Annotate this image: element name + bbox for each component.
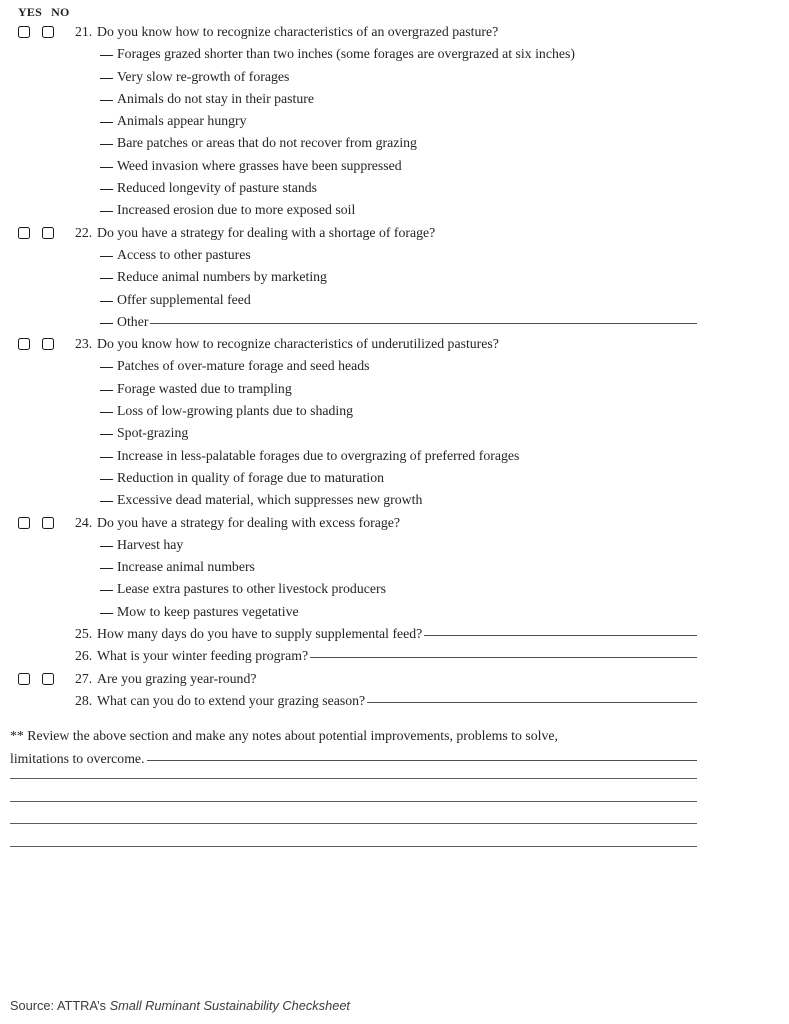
- sub-item: [10, 199, 697, 221]
- sub-item-blank-mark[interactable]: [100, 322, 113, 324]
- no-checkbox[interactable]: [42, 338, 54, 350]
- sub-item: [10, 578, 697, 600]
- source-prefix: Source: ATTRA’s: [10, 998, 110, 1013]
- source-line: [10, 998, 350, 1013]
- sub-item-blank-mark[interactable]: [100, 366, 113, 368]
- question-checkbox-gutter: [10, 26, 75, 38]
- sub-item: [10, 422, 697, 444]
- sub-item-text: Excessive dead material, which suppresses new growth: [117, 492, 423, 508]
- sub-item-text: Increase in less-palatable forages due to overgrazing of preferred forages: [117, 447, 520, 463]
- question-row-24: [10, 512, 697, 534]
- sub-item: [10, 311, 697, 333]
- sub-item-text: Lease extra pastures to other livestock producers: [117, 581, 386, 597]
- sub-item-blank-mark[interactable]: [100, 143, 113, 145]
- sub-item: [10, 266, 697, 288]
- question-text: Do you know how to recognize characteristics of an overgrazed pasture?: [97, 24, 499, 39]
- sub-item-blank-mark[interactable]: [100, 99, 113, 101]
- question-number: 27.: [75, 670, 93, 686]
- yesno-column-header: [10, 5, 697, 21]
- write-in-line[interactable]: [424, 634, 697, 636]
- review-write-in-line[interactable]: [147, 759, 698, 761]
- notes-line[interactable]: [10, 779, 697, 802]
- sub-item-text: Reduction in quality of forage due to maturation: [117, 469, 385, 485]
- sub-item-blank-mark[interactable]: [100, 545, 113, 547]
- sub-item: [10, 244, 697, 266]
- no-column-label: NO: [51, 5, 70, 19]
- sub-item-blank-mark[interactable]: [100, 121, 113, 123]
- question-text: What is your winter feeding program?: [97, 648, 309, 664]
- sub-item: [10, 445, 697, 467]
- sub-item-blank-mark[interactable]: [100, 500, 113, 502]
- question-number: 23.: [75, 336, 93, 352]
- sub-item-text: Animals appear hungry: [117, 113, 247, 129]
- question-row-26: [10, 645, 697, 667]
- question-text: What can you do to extend your grazing season?: [97, 692, 366, 708]
- question-list: [10, 21, 697, 712]
- sub-item-blank-mark[interactable]: [100, 210, 113, 212]
- review-note-line1: ** Review the above section and make any notes about potential improvements, problems to solve,: [10, 728, 558, 744]
- sub-item: [10, 489, 697, 511]
- question-row-22: [10, 222, 697, 244]
- yes-checkbox[interactable]: [18, 517, 30, 529]
- sub-item-blank-mark[interactable]: [100, 478, 113, 480]
- question-row-21: [10, 21, 697, 43]
- sub-item-text: Increased erosion due to more exposed soil: [117, 202, 356, 218]
- question-checkbox-gutter: [10, 650, 75, 662]
- sub-item-blank-mark[interactable]: [100, 166, 113, 168]
- question-checkbox-gutter: [10, 695, 75, 707]
- question-number: 22.: [75, 224, 93, 240]
- question-row-25: [10, 623, 697, 645]
- sub-item: [10, 355, 697, 377]
- sub-item-text: Weed invasion where grasses have been suppressed: [117, 157, 402, 173]
- question-text: How many days do you have to supply supplemental feed?: [97, 626, 423, 642]
- sub-item-blank-mark[interactable]: [100, 255, 113, 257]
- write-in-line[interactable]: [310, 656, 697, 658]
- notes-line[interactable]: [10, 802, 697, 825]
- sub-item-text: Patches of over-mature forage and seed heads: [117, 358, 370, 374]
- sub-item: [10, 534, 697, 556]
- yes-checkbox[interactable]: [18, 26, 30, 38]
- sub-item-blank-mark[interactable]: [100, 300, 113, 302]
- sub-item-text: Offer supplemental feed: [117, 291, 251, 307]
- sub-item-blank-mark[interactable]: [100, 389, 113, 391]
- sub-item: [10, 400, 697, 422]
- question-row-28: [10, 690, 697, 712]
- sub-item: [10, 88, 697, 110]
- question-text: Do you have a strategy for dealing with excess forage?: [97, 514, 401, 530]
- sub-item-blank-mark[interactable]: [100, 612, 113, 614]
- review-note-line2-label: limitations to overcome.: [10, 750, 145, 766]
- sub-item: [10, 467, 697, 489]
- sub-item: [10, 378, 697, 400]
- sub-item: [10, 155, 697, 177]
- write-in-line[interactable]: [367, 701, 697, 703]
- sub-item-blank-mark[interactable]: [100, 456, 113, 458]
- sub-item-text: Spot-grazing: [117, 425, 189, 441]
- sub-item: [10, 289, 697, 311]
- no-checkbox[interactable]: [42, 227, 54, 239]
- question-checkbox-gutter: [10, 517, 75, 529]
- question-number: 21.: [75, 24, 93, 39]
- sub-item-text: Other: [117, 313, 149, 329]
- sub-item: [10, 110, 697, 132]
- sub-item: [10, 177, 697, 199]
- write-in-line[interactable]: [150, 322, 697, 324]
- notes-line[interactable]: [10, 824, 697, 847]
- notes-blank-lines: [10, 770, 697, 847]
- question-number: 25.: [75, 626, 93, 642]
- sub-item-text: Animals do not stay in their pasture: [117, 90, 314, 106]
- review-note-section: [10, 725, 697, 847]
- question-row-27: [10, 668, 697, 690]
- sub-item-text: Bare patches or areas that do not recover from grazing: [117, 135, 417, 151]
- no-checkbox[interactable]: [42, 673, 54, 685]
- yes-column-label: YES: [18, 5, 42, 19]
- no-checkbox[interactable]: [42, 517, 54, 529]
- sub-item-text: Forages grazed shorter than two inches (some forages are overgrazed at six inches): [117, 46, 575, 62]
- question-text: Are you grazing year-round?: [97, 670, 257, 686]
- source-title: Small Ruminant Sustainability Checksheet: [109, 998, 350, 1013]
- sub-item-blank-mark[interactable]: [100, 589, 113, 591]
- question-checkbox-gutter: [10, 673, 75, 685]
- question-number: 26.: [75, 648, 93, 664]
- sub-item-blank-mark[interactable]: [100, 188, 113, 190]
- sub-item: [10, 601, 697, 623]
- no-checkbox[interactable]: [42, 26, 54, 38]
- sub-item-text: Reduce animal numbers by marketing: [117, 269, 327, 285]
- yes-checkbox[interactable]: [18, 227, 30, 239]
- sub-item: [10, 66, 697, 88]
- sub-item-text: Access to other pastures: [117, 246, 251, 262]
- question-number: 24.: [75, 514, 93, 530]
- sub-item-blank-mark[interactable]: [100, 433, 113, 435]
- notes-line[interactable]: [10, 770, 697, 779]
- sub-item-text: Mow to keep pastures vegetative: [117, 603, 299, 619]
- question-text: Do you know how to recognize characteristics of underutilized pastures?: [97, 336, 499, 352]
- sub-item-blank-mark[interactable]: [100, 77, 113, 79]
- sub-item-text: Increase animal numbers: [117, 559, 255, 575]
- yes-checkbox[interactable]: [18, 673, 30, 685]
- question-checkbox-gutter: [10, 628, 75, 640]
- sub-item-text: Very slow re-growth of forages: [117, 68, 290, 84]
- yes-checkbox[interactable]: [18, 338, 30, 350]
- sub-item: [10, 43, 697, 65]
- sub-item-blank-mark[interactable]: [100, 54, 113, 56]
- sub-item-text: Harvest hay: [117, 536, 184, 552]
- sub-item-text: Reduced longevity of pasture stands: [117, 180, 318, 196]
- sub-item-blank-mark[interactable]: [100, 411, 113, 413]
- sub-item: [10, 556, 697, 578]
- question-checkbox-gutter: [10, 227, 75, 239]
- sub-item-text: Forage wasted due to trampling: [117, 380, 292, 396]
- sub-item: [10, 132, 697, 154]
- question-text: Do you have a strategy for dealing with a shortage of forage?: [97, 224, 436, 240]
- sub-item-blank-mark[interactable]: [100, 277, 113, 279]
- sub-item-text: Loss of low-growing plants due to shading: [117, 403, 354, 419]
- sub-item-blank-mark[interactable]: [100, 567, 113, 569]
- question-row-23: [10, 333, 697, 355]
- question-checkbox-gutter: [10, 338, 75, 350]
- question-number: 28.: [75, 692, 93, 708]
